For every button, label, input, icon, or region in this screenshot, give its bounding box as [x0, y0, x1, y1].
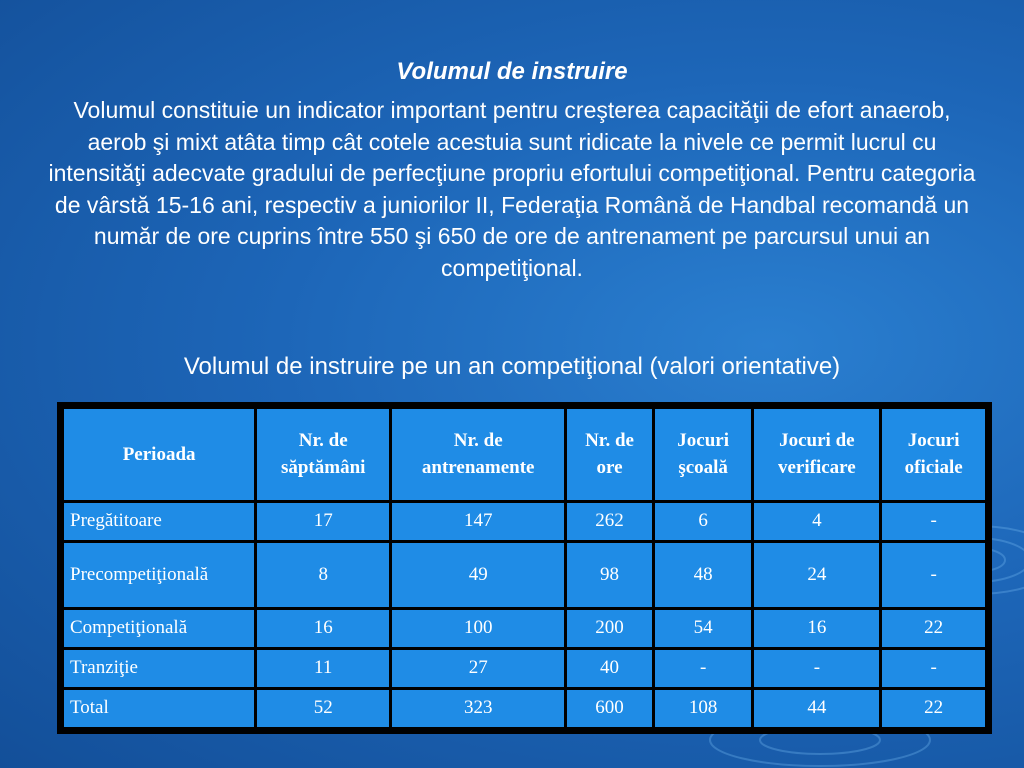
table-cell: - — [882, 503, 985, 540]
table-row — [64, 503, 985, 540]
header-jocuri-oficiale: Jocuri oficiale — [882, 409, 985, 500]
table-cell: 54 — [655, 610, 752, 647]
table-cell: 8 — [257, 543, 389, 607]
header-jocuri-verificare: Jocuri de verificare — [754, 409, 879, 500]
table-cell: 49 — [392, 543, 564, 607]
table-cell: 323 — [392, 690, 564, 727]
table-row — [64, 543, 985, 607]
table-cell: - — [882, 650, 985, 687]
header-ore: Nr. de ore — [567, 409, 652, 500]
table-cell: - — [655, 650, 752, 687]
table-cell: - — [754, 650, 879, 687]
table-cell: 27 — [392, 650, 564, 687]
slide-title: Volumul de instruire — [396, 58, 628, 85]
table-cell: Total — [64, 690, 254, 727]
table-cell: 44 — [754, 690, 879, 727]
header-antrenamente: Nr. de antrenamente — [392, 409, 564, 500]
table-cell: 24 — [754, 543, 879, 607]
table-cell: 4 — [754, 503, 879, 540]
table-cell: Pregătitoare — [64, 503, 254, 540]
header-jocuri-scoala: Jocuri şcoală — [655, 409, 752, 500]
table-cell: 600 — [567, 690, 652, 727]
table-cell: 147 — [392, 503, 564, 540]
body-paragraph: Volumul constituie un indicator important pentru creşterea capacităţii de efort anaerob, aerob şi mixt atâta timp cât cotele acestuia sunt ridicate la nivele ce permit lucrul cu intensităţi adecvate gradului de perfecţiune propriu efortului competiţional. Pentru categoria de vârstă 15-16 ani, respectiv a juniorilor II, Federaţia Română de Handbal recomandă un număr de ore cuprins între 550 şi 650 de ore de antrenament pe parcursul unui an competiţional. — [48, 97, 976, 281]
table-caption: Volumul de instruire pe un an competiţional (valori orientative) — [183, 353, 841, 380]
table-cell: Tranziţie — [64, 650, 254, 687]
table-row — [64, 610, 985, 647]
table-cell: 108 — [655, 690, 752, 727]
table-cell: 40 — [567, 650, 652, 687]
table-cell: 98 — [567, 543, 652, 607]
table-row — [64, 650, 985, 687]
table-cell: 22 — [882, 610, 985, 647]
training-volume-table — [61, 406, 988, 730]
table-cell: 6 — [655, 503, 752, 540]
table-total-row — [64, 690, 985, 727]
header-saptamani: Nr. de săptămâni — [257, 409, 389, 500]
table-cell: 48 — [655, 543, 752, 607]
table-frame — [57, 402, 992, 734]
table-cell: 11 — [257, 650, 389, 687]
table-cell: 262 — [567, 503, 652, 540]
table-cell: 16 — [257, 610, 389, 647]
table-cell: 22 — [882, 690, 985, 727]
table-header-row — [64, 409, 985, 500]
table-cell: Precompetiţională — [64, 543, 254, 607]
header-perioada: Perioada — [64, 409, 254, 500]
table-cell: 200 — [567, 610, 652, 647]
table-cell: 52 — [257, 690, 389, 727]
table-cell: 16 — [754, 610, 879, 647]
table-cell: - — [882, 543, 985, 607]
table-cell: Competiţională — [64, 610, 254, 647]
table-cell: 17 — [257, 503, 389, 540]
table-cell: 100 — [392, 610, 564, 647]
